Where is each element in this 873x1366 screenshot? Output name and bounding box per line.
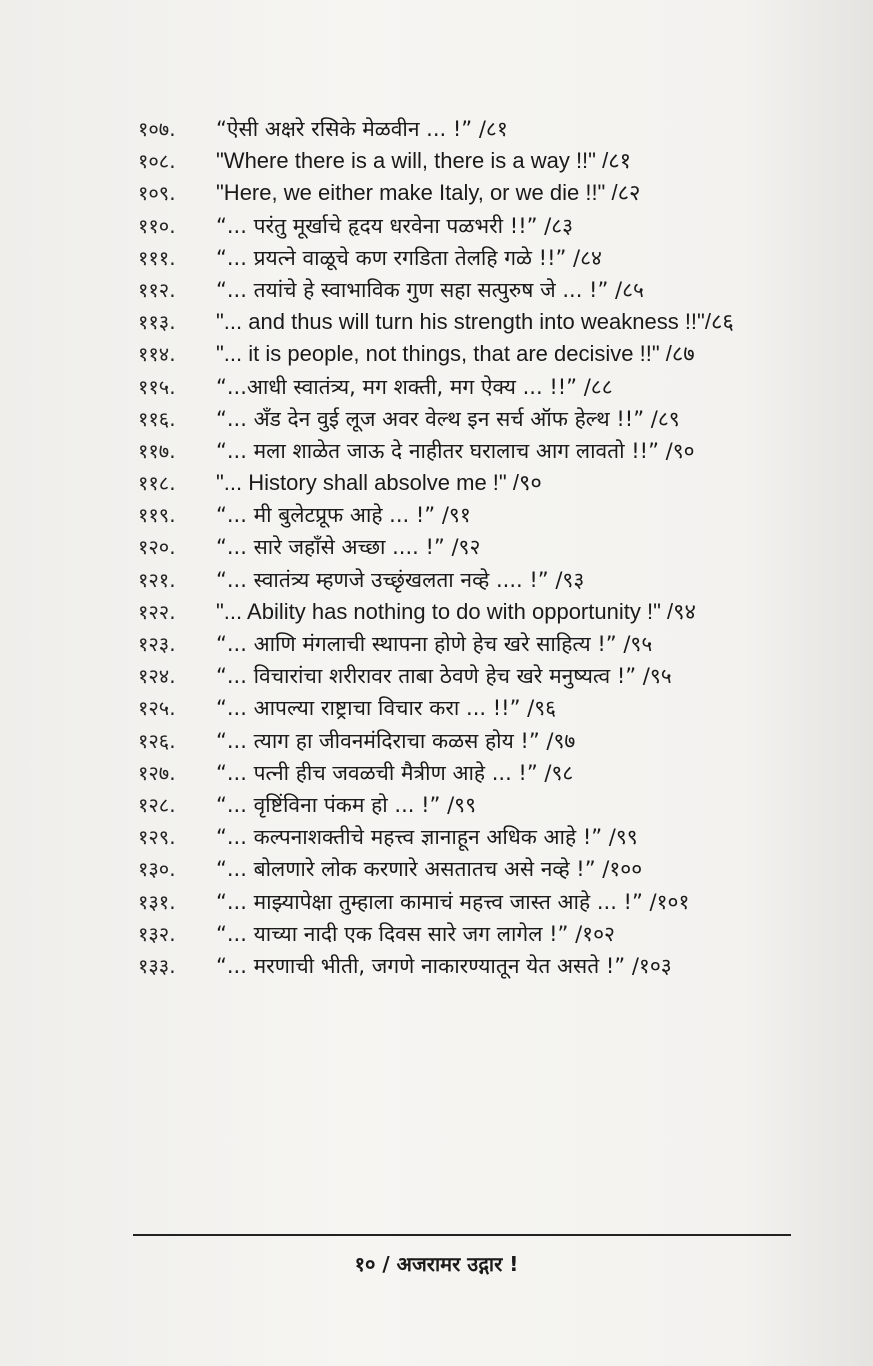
entry-number: १३२.	[138, 921, 176, 946]
list-item	[0, 306, 873, 338]
entry-number: १३०.	[138, 857, 176, 882]
list-item	[0, 918, 873, 950]
list-item	[0, 950, 873, 982]
list-item	[0, 145, 873, 177]
entry-number: ११५.	[138, 374, 176, 399]
entry-quote: "... Ability has nothing to do with opportunity !" /९४	[216, 598, 696, 624]
entry-number: १२८.	[138, 792, 176, 817]
entry-quote: “... प्रयत्ने वाळूचे कण रगडिता तेलहि गळे !!” /८४	[216, 245, 602, 270]
list-item	[0, 467, 873, 499]
entry-quote: “... तयांचे हे स्वाभाविक गुण सहा सत्पुरुष जे ... !” /८५	[216, 277, 644, 302]
entry-quote: “...आधी स्वातंत्र्य, मग शक्ती, मग ऐक्य ... !!” /८८	[216, 374, 613, 399]
entry-quote: “... सारे जहाँसे अच्छा .... !” /९२	[216, 535, 481, 560]
list-item	[0, 499, 873, 531]
entry-quote: “... त्याग हा जीवनमंदिराचा कळस होय !” /९७	[216, 728, 576, 753]
entry-number: ११४.	[138, 342, 176, 367]
list-item	[0, 531, 873, 563]
entry-quote: “ऐसी अक्षरे रसिके मेळवीन ... !” /८१	[216, 117, 508, 141]
list-item	[0, 725, 873, 757]
entry-number: १२४.	[138, 664, 176, 689]
entry-number: ११२.	[138, 277, 176, 302]
list-item	[0, 692, 873, 724]
list-item	[0, 403, 873, 435]
list-item	[0, 177, 873, 209]
entry-quote: “... वृष्टिंविना पंकम हो ... !” /९९	[216, 792, 476, 817]
list-item	[0, 886, 873, 918]
list-item	[0, 821, 873, 853]
entry-quote: “... बोलणारे लोक करणारे असतातच असे नव्हे !” /१००	[216, 857, 643, 882]
entry-number: १२२.	[138, 599, 176, 624]
footer-divider	[133, 1234, 791, 1236]
entry-number: ११९.	[138, 503, 176, 528]
entry-number: ११७.	[138, 438, 176, 463]
entry-number: १०७.	[138, 117, 176, 141]
list-item	[0, 338, 873, 370]
list-item	[0, 274, 873, 306]
entry-number: ११०.	[138, 213, 176, 238]
entry-quote: "Here, we either make Italy, or we die !!" /८२	[216, 180, 641, 206]
entry-quote: “... मला शाळेत जाऊ दे नाहीतर घरालाच आग लावतो !!” /९०	[216, 438, 695, 463]
page-footer: १० / अजरामर उद्गार !	[354, 1252, 519, 1276]
entry-quote: “... विचारांचा शरीरावर ताबा ठेवणे हेच खरे मनुष्यत्व !” /९५	[216, 664, 672, 689]
list-item	[0, 371, 873, 403]
list-item	[0, 660, 873, 692]
entry-number: १२५.	[138, 696, 176, 721]
entry-number: १३३.	[138, 953, 176, 978]
list-item	[0, 242, 873, 274]
list-item	[0, 210, 873, 242]
list-item	[0, 596, 873, 628]
entry-number: १२६.	[138, 728, 176, 753]
entry-quote: “... पत्नी हीच जवळची मैत्रीण आहे ... !” /९८	[216, 760, 574, 785]
entry-quote: “... मी बुलेटप्रूफ आहे ... !” /९१	[216, 503, 471, 528]
entry-number: १२०.	[138, 535, 176, 560]
entry-quote: “... अँड देन वुई लूज अवर वेल्थ इन सर्च ऑफ हेल्थ !!” /८९	[216, 406, 680, 431]
entry-number: १२९.	[138, 825, 176, 850]
entry-quote: "... and thus will turn his strength into weakness !!"/८६	[216, 309, 734, 335]
entry-quote: “... कल्पनाशक्तीचे महत्त्व ज्ञानाहून अधिक आहे !” /९९	[216, 825, 638, 850]
entry-quote: “... स्वातंत्र्य म्हणजे उच्छृंखलता नव्हे .... !” /९३	[216, 567, 585, 592]
entry-quote: “... परंतु मूर्खाचे हृदय धरवेना पळभरी !!” /८३	[216, 213, 574, 238]
entry-number: १३१.	[138, 889, 176, 914]
list-item	[0, 113, 873, 145]
entry-number: ११८.	[138, 471, 176, 496]
entry-number: १२३.	[138, 632, 176, 656]
entry-quote: “... माझ्यापेक्षा तुम्हाला कामाचं महत्त्व जास्त आहे ... !” /१०१	[216, 889, 690, 914]
entry-quote: “... आणि मंगलाची स्थापना होणे हेच खरे साहित्य !” /९५	[216, 632, 653, 656]
list-item	[0, 628, 873, 660]
quote-index-list	[0, 113, 873, 982]
entry-quote: “... मरणाची भीती, जगणे नाकारण्यातून येत असते !” /१०३	[216, 953, 672, 978]
list-item	[0, 853, 873, 885]
entry-quote: "Where there is a will, there is a way !!" /८१	[216, 148, 632, 174]
entry-quote: "... History shall absolve me !" /९०	[216, 470, 542, 496]
entry-number: १०८.	[138, 149, 176, 174]
list-item	[0, 435, 873, 467]
list-item	[0, 757, 873, 789]
list-item	[0, 789, 873, 821]
entry-quote: "... it is people, not things, that are decisive !!" /८७	[216, 341, 695, 367]
entry-number: ११३.	[138, 310, 176, 335]
entry-number: १११.	[138, 245, 176, 270]
entry-quote: “... याच्या नादी एक दिवस सारे जग लागेल !” /१०२	[216, 921, 615, 946]
entry-number: १०९.	[138, 181, 176, 206]
entry-quote: “... आपल्या राष्ट्राचा विचार करा ... !!” /९६	[216, 696, 557, 721]
entry-number: १२१.	[138, 567, 176, 592]
list-item	[0, 564, 873, 596]
entry-number: ११६.	[138, 406, 176, 431]
entry-number: १२७.	[138, 760, 176, 785]
